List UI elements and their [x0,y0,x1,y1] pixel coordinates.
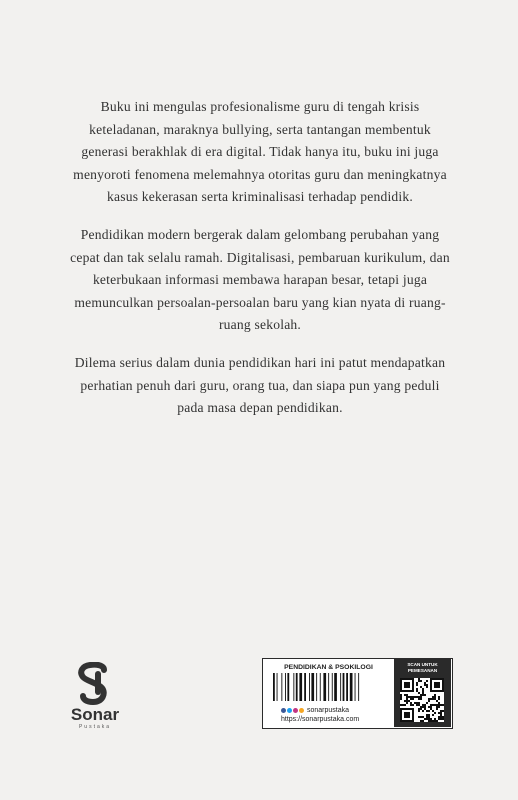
qr-panel [394,659,451,727]
social-icon [293,708,298,713]
blurb-paragraph-2: Pendidikan modern bergerak dalam gelombang perubahan yang cepat dan tak selalu ramah. Digitalisasi, pembaruan kurikulum, dan keterbukaan informasi membawa harapan besar, tetapi juga memunculkan persoalan-persoalan baru yang kian nyata di ruang-ruang sekolah. [70,226,450,333]
social-handle[interactable]: sonarpustaka [307,707,350,714]
publisher-name: Sonar [70,705,120,724]
barcode-icon [271,673,387,703]
blurb-paragraph-3: Dilema serius dalam dunia pendidikan hari ini patut mendapatkan perhatian penuh dari guru, orang tua, dan siapa pun yang peduli pada masa depan pendidikan. [74,354,446,416]
social-row [281,707,349,714]
scan-label [394,662,451,674]
barcode-info-box [262,658,453,729]
blurb-paragraph-1: Buku ini mengulas profesionalisme guru di tengah krisis keteladanan, maraknya bullying, serta tantangan membentuk generasi berakhlak di era digital. Tidak hanya itu, buku ini juga menyoroti fenomena melemahnya otoritas guru dan meningkatnya kasus kekerasan serta kriminalisasi terhadap pendidik. [73,99,447,205]
barcode-panel [263,659,394,727]
social-icon [281,708,286,713]
publisher-website[interactable]: https://sonarpustaka.com [281,716,360,723]
scan-label-line2: PEMESANAN [407,668,438,673]
social-icon [299,708,304,713]
publisher-logo [64,662,126,730]
sonar-s-logo-icon [74,662,116,706]
social-icon [287,708,292,713]
book-category: PENDIDIKAN & PSOKILOGI [284,664,373,671]
qr-code-icon[interactable] [400,678,444,722]
publisher-subname: Pustaka [78,724,112,730]
social-icons [281,708,304,713]
back-cover-blurb [70,96,450,435]
scan-label-line1: SCAN UNTUK [407,662,438,667]
